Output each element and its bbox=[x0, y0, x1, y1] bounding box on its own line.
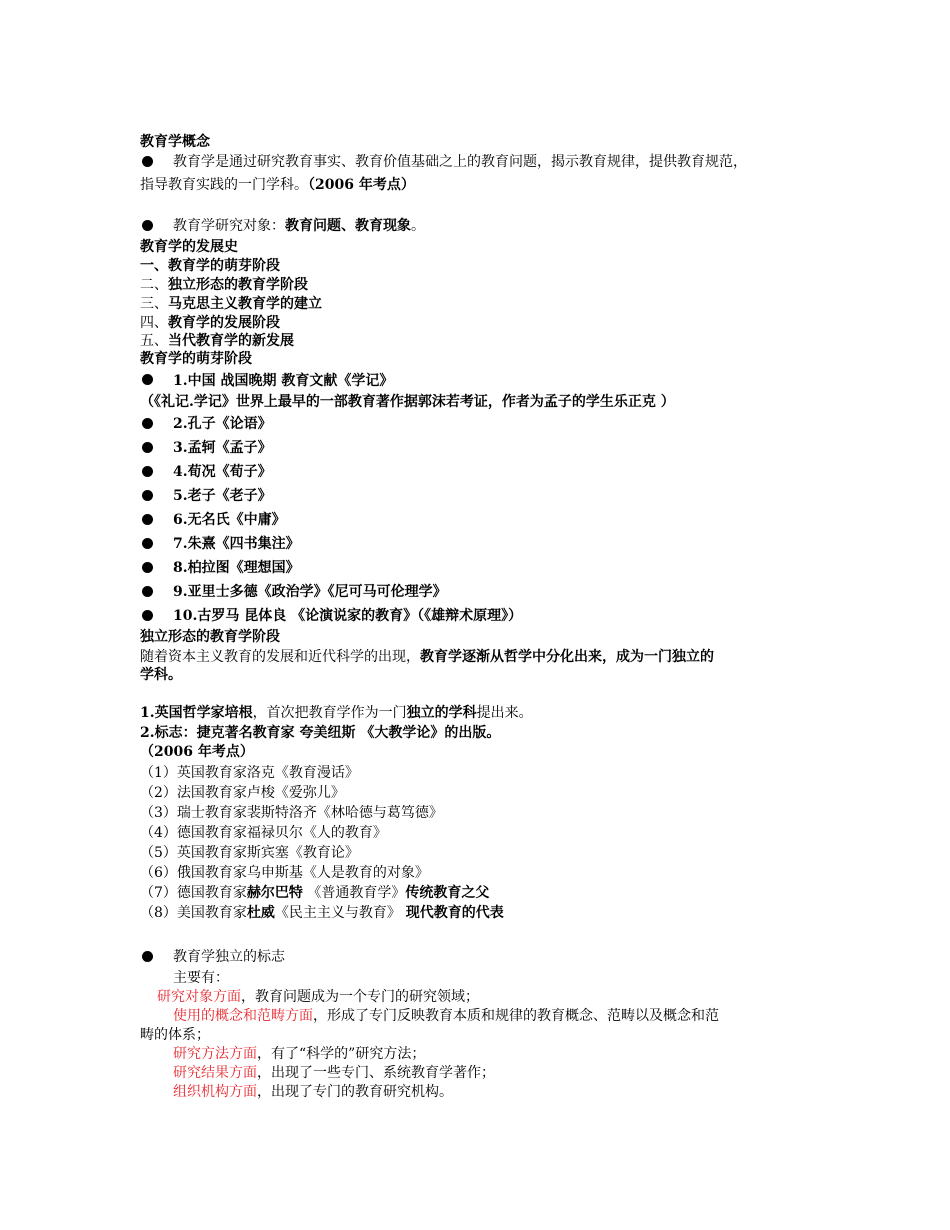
bullet-icon bbox=[142, 538, 153, 549]
sprout-item: 10.古罗马 昆体良 《论演说家的教育》（《雄辩术原理》） bbox=[173, 608, 523, 624]
bullet-icon bbox=[142, 514, 153, 525]
sprout-item: 7.朱熹《四书集注》 bbox=[173, 536, 300, 552]
educator-item: （2）法国教育家卢梭《爱弥儿》 bbox=[140, 785, 345, 801]
definition-line-2: 指导教育实践的一门学科。（2006 年考点） bbox=[140, 177, 415, 193]
bullet-icon bbox=[142, 156, 153, 167]
comenius-line: 2.标志：捷克著名教育家 夸美纽斯 《大教学论》的出版。 bbox=[140, 725, 501, 741]
mark-concepts-cont: 畴的体系； bbox=[140, 1027, 210, 1043]
educator-item: （1）英国教育家洛克《教育漫话》 bbox=[140, 765, 359, 781]
sprout-item-1: 1.中国 战国晚期 教育文献《学记》 bbox=[173, 373, 394, 389]
independent-intro-1: 随着资本主义教育的发展和近代科学的出现，教育学逐渐从哲学中分化出来，成为一门独立的 bbox=[140, 649, 714, 665]
sprout-item: 4.荀况《荀子》 bbox=[173, 464, 272, 480]
history-title: 教育学的发展史 bbox=[140, 239, 238, 255]
marks-title: 教育学独立的标志 bbox=[173, 949, 285, 965]
bullet-icon bbox=[142, 442, 153, 453]
sprout-note: （《礼记.学记》世界上最早的一部教育著作据郭沫若考证，作者为孟子的学生乐正克 ） bbox=[140, 394, 675, 410]
bullet-icon bbox=[142, 951, 153, 962]
educator-item: （5）英国教育家斯宾塞《教育论》 bbox=[140, 845, 359, 861]
sprout-item: 6.无名氏《中庸》 bbox=[173, 512, 286, 528]
history-stage-2: 二、独立形态的教育学阶段 bbox=[140, 277, 308, 293]
bullet-icon bbox=[142, 418, 153, 429]
independent-title: 独立形态的教育学阶段 bbox=[140, 629, 280, 645]
marks-main: 主要有： bbox=[173, 970, 229, 986]
research-object: 教育学研究对象：教育问题、教育现象。 bbox=[173, 218, 425, 234]
exam-point-2006: （2006 年考点） bbox=[140, 744, 254, 760]
mark-method: 研究方法方面，有了“科学的”研究方法； bbox=[173, 1046, 426, 1062]
bullet-icon bbox=[142, 490, 153, 501]
educator-item: （3）瑞士教育家裴斯特洛齐《林哈德与葛笃德》 bbox=[140, 805, 443, 821]
history-stage-4: 四、教育学的发展阶段 bbox=[140, 315, 280, 331]
sprout-item: 3.孟轲《孟子》 bbox=[173, 440, 272, 456]
mark-organization: 组织机构方面，出现了专门的教育研究机构。 bbox=[173, 1084, 453, 1100]
educator-item-herbart: （7）德国教育家赫尔巴特 《普通教育学》传统教育之父 bbox=[140, 885, 490, 901]
concept-title: 教育学概念 bbox=[140, 134, 210, 150]
bullet-icon bbox=[142, 586, 153, 597]
definition-line-1: 教育学是通过研究教育事实、教育价值基础之上的教育问题，揭示教育规律，提供教育规范， bbox=[173, 154, 747, 170]
independent-intro-2: 学科。 bbox=[140, 667, 182, 683]
sprout-item: 8.柏拉图《理想国》 bbox=[173, 560, 300, 576]
educator-item: （6）俄国教育家乌申斯基《人是教育的对象》 bbox=[140, 865, 429, 881]
sprout-title: 教育学的萌芽阶段 bbox=[140, 351, 252, 367]
sprout-item: 2.孔子《论语》 bbox=[173, 416, 272, 432]
bullet-icon bbox=[142, 466, 153, 477]
educator-item: （4）德国教育家福禄贝尔《人的教育》 bbox=[140, 825, 387, 841]
bullet-icon bbox=[142, 374, 153, 385]
history-stage-3: 三、马克思主义教育学的建立 bbox=[140, 296, 322, 312]
mark-results: 研究结果方面，出现了一些专门、系统教育学著作； bbox=[173, 1065, 495, 1081]
history-stage-1: 一、教育学的萌芽阶段 bbox=[140, 258, 280, 274]
bullet-icon bbox=[142, 610, 153, 621]
history-stage-5: 五、当代教育学的新发展 bbox=[140, 333, 294, 349]
bullet-icon bbox=[142, 220, 153, 231]
bacon-line: 1.英国哲学家培根，首次把教育学作为一门独立的学科提出来。 bbox=[140, 705, 533, 721]
bullet-icon bbox=[142, 562, 153, 573]
sprout-item: 9.亚里士多德《政治学》《尼可马可伦理学》 bbox=[173, 584, 447, 600]
sprout-item: 5.老子《老子》 bbox=[173, 488, 272, 504]
mark-research-object: 研究对象方面，教育问题成为一个专门的研究领域； bbox=[157, 989, 479, 1005]
educator-item-dewey: （8）美国教育家杜威《民主主义与教育》 现代教育的代表 bbox=[140, 905, 504, 921]
mark-concepts: 使用的概念和范畴方面，形成了专门反映教育本质和规律的教育概念、范畴以及概念和范 bbox=[173, 1008, 719, 1024]
